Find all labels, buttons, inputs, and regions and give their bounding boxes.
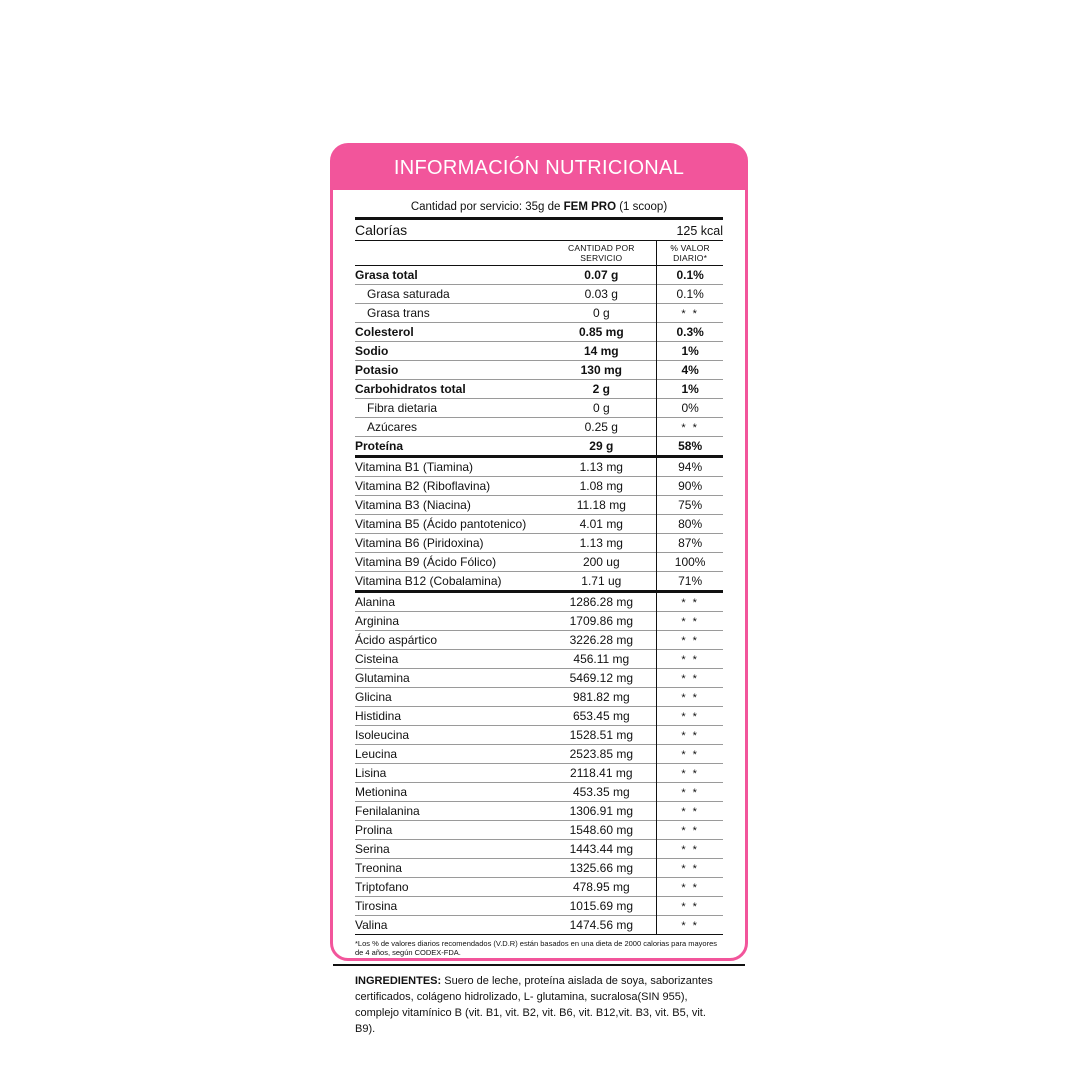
row-daily-value: * * (657, 707, 723, 726)
table-row (355, 323, 723, 342)
row-amount: 5469.12 mg (569, 671, 633, 685)
row-daily-value: 4% (657, 361, 723, 380)
nutrition-label-card (330, 143, 748, 1035)
row-daily-value: 1% (657, 342, 723, 361)
row-daily-value: * * (657, 897, 723, 916)
row-daily-value: 75% (657, 496, 723, 515)
table-row (355, 688, 723, 707)
table-row (355, 916, 723, 935)
row-amount: 1.08 mg (579, 479, 623, 493)
row-amount: 456.11 mg (573, 652, 630, 666)
row-amount: 1015.69 mg (569, 899, 633, 913)
row-label: Colesterol (355, 325, 414, 339)
ingredients-section (333, 964, 745, 1048)
row-amount: 2 g (592, 382, 610, 396)
row-amount: 0 g (592, 306, 610, 320)
row-label: Metionina (355, 785, 408, 799)
table-row (355, 285, 723, 304)
vitamins-rows (355, 458, 723, 590)
row-daily-value: * * (657, 821, 723, 840)
row-daily-value: * * (657, 669, 723, 688)
table-row (355, 631, 723, 650)
table-row (355, 553, 723, 572)
row-amount: 1474.56 mg (569, 918, 633, 932)
row-daily-value: 0.1% (657, 266, 723, 285)
row-daily-value: 58% (657, 437, 723, 456)
row-amount: 0.25 g (584, 420, 618, 434)
row-label: Arginina (355, 614, 400, 628)
table-row (355, 572, 723, 591)
row-label: Vitamina B1 (Tiamina) (355, 460, 474, 474)
row-amount: 1286.28 mg (569, 595, 633, 609)
column-header-dv: % VALOR DIARIO* (657, 241, 723, 266)
row-daily-value: 0% (657, 399, 723, 418)
row-label: Vitamina B9 (Ácido Fólico) (355, 555, 497, 569)
row-daily-value: 87% (657, 534, 723, 553)
row-amount: 0.03 g (584, 287, 618, 301)
row-daily-value: * * (657, 878, 723, 897)
table-row (355, 496, 723, 515)
row-label: Fibra dietaria (367, 401, 438, 415)
macronutrients-table (355, 266, 723, 455)
table-row (355, 380, 723, 399)
row-label: Triptofano (355, 880, 409, 894)
serving-prefix: Cantidad por servicio: 35g de (410, 201, 564, 213)
row-daily-value: 80% (657, 515, 723, 534)
calories-table (355, 220, 723, 241)
macros-rows (355, 266, 723, 455)
row-daily-value: 1% (657, 380, 723, 399)
daily-values-footnote: *Los % de valores diarios recomendados (V.D.R) están basados en una dieta de 2000 calorias para mayores de 4 años, según CODEX-FDA. (355, 939, 718, 958)
row-label: Sodio (355, 344, 389, 358)
row-label: Azúcares (367, 420, 418, 434)
row-label: Serina (355, 842, 390, 856)
row-amount: 130 mg (580, 363, 622, 377)
row-amount: 11.18 mg (576, 498, 626, 512)
calories-label: Calorías (355, 222, 408, 238)
table-row (355, 707, 723, 726)
row-amount: 0.07 g (584, 268, 619, 282)
row-daily-value: * * (657, 745, 723, 764)
row-label: Grasa saturada (367, 287, 450, 301)
row-daily-value: * * (657, 726, 723, 745)
row-amount: 1709.86 mg (569, 614, 633, 628)
row-daily-value: * * (657, 688, 723, 707)
row-label: Grasa total (355, 268, 418, 282)
vitamins-table (355, 458, 723, 590)
row-amount: 1306.91 mg (569, 804, 633, 818)
row-amount: 1.13 mg (579, 460, 623, 474)
table-row (355, 515, 723, 534)
table-row (355, 878, 723, 897)
row-daily-value: * * (657, 304, 723, 323)
nutrition-panel (333, 190, 745, 964)
table-row (355, 593, 723, 612)
table-row (355, 764, 723, 783)
row-amount: 29 g (589, 439, 614, 453)
row-daily-value: * * (657, 916, 723, 935)
row-label: Ácido aspártico (355, 633, 438, 647)
table-row (355, 304, 723, 323)
row-label: Isoleucina (355, 728, 410, 742)
table-row (355, 669, 723, 688)
table-row (355, 650, 723, 669)
row-amount: 1548.60 mg (569, 823, 633, 837)
row-amount: 1443.44 mg (569, 842, 633, 856)
row-daily-value: * * (657, 593, 723, 612)
calories-row (355, 220, 723, 241)
row-label: Lisina (355, 766, 387, 780)
product-name: FEM PRO (563, 201, 617, 213)
row-label: Alanina (355, 595, 396, 609)
table-row (355, 342, 723, 361)
row-amount: 1325.66 mg (569, 861, 633, 875)
table-row (355, 458, 723, 477)
row-amount: 1528.51 mg (569, 728, 633, 742)
ingredients-label: INGREDIENTES: (355, 974, 442, 987)
row-amount: 1.13 mg (579, 536, 623, 550)
column-header-blank (355, 241, 546, 266)
row-daily-value: * * (657, 650, 723, 669)
row-label: Tirosina (355, 899, 398, 913)
row-label: Grasa trans (367, 306, 430, 320)
label-header (333, 146, 745, 190)
table-row (355, 726, 723, 745)
row-amount: 14 mg (583, 344, 619, 358)
table-row (355, 534, 723, 553)
row-daily-value: 0.1% (657, 285, 723, 304)
row-label: Treonina (355, 861, 402, 875)
row-daily-value: * * (657, 840, 723, 859)
table-row (355, 802, 723, 821)
row-daily-value: 90% (657, 477, 723, 496)
row-label: Vitamina B6 (Piridoxina) (355, 536, 484, 550)
row-label: Fenilalanina (355, 804, 420, 818)
serving-size-line (355, 198, 723, 217)
calories-value: 125 kcal (676, 224, 723, 238)
table-row (355, 783, 723, 802)
table-row (355, 361, 723, 380)
table-row (355, 399, 723, 418)
table-row (355, 437, 723, 456)
page-title: INFORMACIÓN NUTRICIONAL (393, 156, 685, 179)
row-amount: 3226.28 mg (569, 633, 633, 647)
table-row (355, 477, 723, 496)
row-label: Carbohidratos total (355, 382, 466, 396)
row-label: Vitamina B12 (Cobalamina) (355, 574, 502, 588)
row-label: Prolina (355, 823, 393, 837)
row-amount: 478.95 mg (572, 880, 630, 894)
row-label: Vitamina B5 (Ácido pantotenico) (355, 517, 527, 531)
row-daily-value: * * (657, 859, 723, 878)
row-label: Proteína (355, 439, 404, 453)
row-daily-value: * * (657, 802, 723, 821)
row-daily-value: * * (657, 764, 723, 783)
table-row (355, 859, 723, 878)
row-daily-value: 0.3% (657, 323, 723, 342)
table-row (355, 612, 723, 631)
row-amount: 200 ug (582, 555, 620, 569)
row-amount: 0 g (592, 401, 610, 415)
row-label: Cisteina (355, 652, 399, 666)
table-row (355, 266, 723, 285)
row-label: Potasio (355, 363, 399, 377)
row-amount: 4.01 mg (579, 517, 623, 531)
row-amount: 653.45 mg (572, 709, 630, 723)
row-daily-value: * * (657, 631, 723, 650)
column-headers-row (355, 241, 723, 266)
row-daily-value: 71% (657, 572, 723, 591)
row-amount: 0.85 mg (578, 325, 624, 339)
table-row (355, 840, 723, 859)
table-row (355, 897, 723, 916)
ingredients-text: Suero de leche, proteína aislada de soya, saborizantes certificados, colágeno hidrolizado, L- glutamina, sucralosa(SIN 955), complejo vitamínico B (vit. B1, vit. B2, vit. B6, vit. B12,vit. B3, vit. B5, vit. B9). (355, 974, 713, 1035)
row-daily-value: * * (657, 612, 723, 631)
row-label: Vitamina B2 (Riboflavina) (355, 479, 491, 493)
row-amount: 453.35 mg (572, 785, 630, 799)
row-amount: 981.82 mg (572, 690, 630, 704)
aminoacids-table (355, 593, 723, 934)
row-label: Valina (355, 918, 388, 932)
row-label: Leucina (355, 747, 398, 761)
row-daily-value: * * (657, 418, 723, 437)
row-amount: 2523.85 mg (569, 747, 633, 761)
macros-table (355, 241, 723, 266)
column-header-amount: CANTIDAD POR SERVICIO (567, 243, 635, 263)
row-daily-value: * * (657, 783, 723, 802)
row-amount: 2118.41 mg (570, 766, 633, 780)
row-label: Vitamina B3 (Niacina) (355, 498, 471, 512)
serving-suffix: (1 scoop) (616, 201, 668, 213)
table-row (355, 418, 723, 437)
row-daily-value: 94% (657, 458, 723, 477)
row-amount: 1.71 ug (581, 574, 622, 588)
row-label: Glicina (355, 690, 392, 704)
row-label: Histidina (355, 709, 402, 723)
row-label: Glutamina (355, 671, 410, 685)
row-daily-value: 100% (657, 553, 723, 572)
aminoacids-rows (355, 593, 723, 934)
table-row (355, 745, 723, 764)
table-row (355, 821, 723, 840)
